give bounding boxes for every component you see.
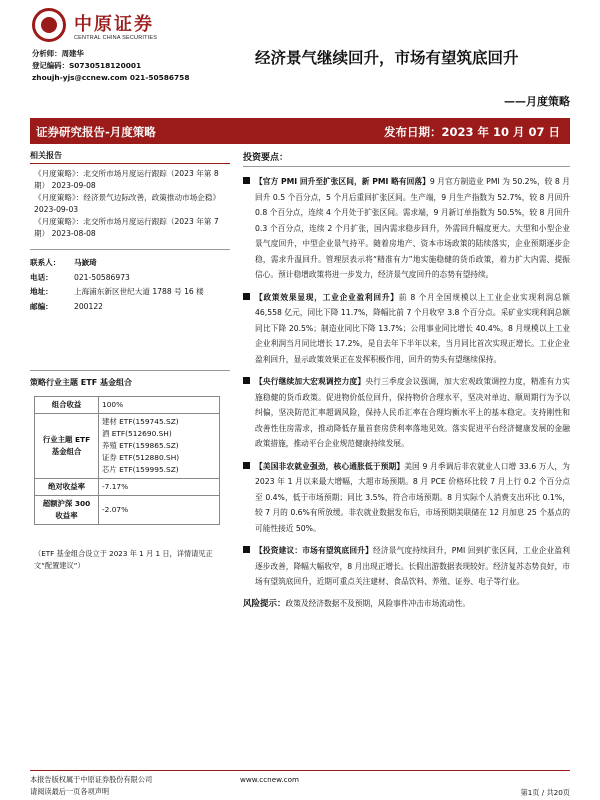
table-row <box>35 397 220 414</box>
point-paragraph <box>243 459 570 537</box>
risk-text: 政策及经济数据不及预期，风险事件冲击市场流动性。 <box>285 598 471 608</box>
footer-copyright: 本报告版权属于中原证券股份有限公司 <box>30 775 153 784</box>
etf-fund: 芯片 ETF(159995.SZ) <box>102 465 179 474</box>
table-row <box>35 414 220 479</box>
related-item[interactable]: 《月度策略》：北交所市场月度运行跟踪（2023 年第 7 期） 2023-08-08 <box>34 217 219 238</box>
point-text: 9 月官方制造业 PMI 为 50.2%，较 8 月回升 0.5 个百分点，5 个月后重回扩张区间。生产端，9 月生产指数为 52.7%，较 8 月回升 0.8 个百分点，连续 4 个月处于扩张区间。需求端，9 月新订单指数为 50.5%，较 8 月回升 0.3 个百分点，连续 2 个月扩张，国内需求稳步回升，外需回升幅度更大。大型和小型企业景气度回升，中型企业景气持平。随着房地产、资本市场政策的陆续落实，企业预期逐步企稳，需求升温回升。管理层表示将“精准有力”地实施稳健的货币政策，着力扩大内需、提振信心。预计稳增政策将进一步发力，经济景气度回升的态势有望持续。 <box>255 177 570 279</box>
zip-label: 邮编： <box>30 301 53 311</box>
page-footer <box>30 770 570 798</box>
footer-disclaimer-link[interactable]: 请阅读最后一页各项声明 <box>30 787 110 796</box>
square-bullet-icon <box>243 293 250 300</box>
point-text: 经济景气度持续回升，PMI 回到扩张区间，工业企业盈利逐步改善，降幅大幅收窄，8 月出现正增长。长假出游数据表现较好。经济复苏态势良好，市场有望筑底回升，近期可重点关注建材、食品饮料、养殖、证券、电子等行业。 <box>255 546 570 586</box>
point-paragraph <box>243 543 570 590</box>
phone-label: 电话： <box>30 272 53 282</box>
address-label: 地址： <box>30 287 53 296</box>
logo-mark-icon <box>32 8 66 42</box>
analyst-name: 周建华 <box>61 49 84 58</box>
table-row <box>35 479 220 496</box>
points-heading: 投资要点： <box>243 150 570 167</box>
point-text: 美国 9 月季调后非农就业人口增 33.6 万人，为 2023 年 1 月以来最大增幅，大超市场预期。8 月 PCE 价格环比较 7 月上行 0.2 个百分点至 0.4%，低于市场预期；同比 3.5%，符合市场预期。8 月实际个人消费支出环比 0.1%，较 7 月的 0.6%有所放缓。非农就业数据发布后，市场预期美联储在 12 月加息 25 个基点的可能性接近 50%。 <box>255 461 570 533</box>
point-paragraph <box>243 174 570 283</box>
analyst-label: 分析师： <box>32 49 62 58</box>
etf-return-value: 100% <box>99 397 220 414</box>
reg-code: S0730518120001 <box>68 61 142 70</box>
table-row <box>35 496 220 525</box>
point-paragraph <box>243 374 570 452</box>
related-item[interactable]: 《月度策略》：经济景气边际改善，政策推动市场企稳》 2023-09-03 <box>34 193 221 214</box>
square-bullet-icon <box>243 377 250 384</box>
etf-fund: 证券 ETF(512880.SH) <box>102 453 180 462</box>
zip-value: 200122 <box>74 301 103 311</box>
analyst-contact: zhoujh-yjs@ccnew.com 021-50586758 <box>32 73 190 82</box>
etf-abs-value: -7.17% <box>99 479 220 496</box>
footer-website[interactable]: www.ccnew.com <box>240 775 299 784</box>
etf-note: （ETF 基金组合设立于 2023 年 1 月 1 日，详情请见正文“配置建议”） <box>34 549 213 570</box>
etf-fund-list <box>99 414 220 479</box>
etf-fund: 养殖 ETF(159865.SZ) <box>102 441 179 450</box>
square-bullet-icon <box>243 462 250 469</box>
report-band <box>30 118 570 144</box>
reg-label: 登记编码： <box>32 61 69 70</box>
risk-note <box>243 597 570 611</box>
risk-label: 风险提示： <box>243 598 286 609</box>
footer-page-number: 第1页 / 共20页 <box>520 788 570 797</box>
square-bullet-icon <box>243 177 250 184</box>
etf-theme-label: 行业主题 ETF 基金组合 <box>35 414 99 479</box>
etf-return-label: 组合收益 <box>35 397 99 414</box>
company-logo <box>32 8 192 48</box>
right-column <box>243 150 570 611</box>
point-paragraph <box>243 290 570 368</box>
etf-fund: 酒 ETF(512690.SH) <box>102 429 172 438</box>
contact-person-label: 联系人： <box>30 258 61 267</box>
contact-block <box>30 249 230 314</box>
point-lead: 【美国非农就业强劲，核心通胀低于预期】 <box>255 461 405 471</box>
square-bullet-icon <box>243 546 250 553</box>
report-subtitle: ——月度策略 <box>504 95 570 108</box>
related-item[interactable]: 《月度策略》：北交所市场月度运行跟踪（2023 年第 8 期） 2023-09-08 <box>34 169 219 190</box>
etf-fund: 建材 ETF(159745.SZ) <box>102 417 179 426</box>
point-lead: 【官方 PMI 回升至扩张区间，新 PMI 略有回落】 <box>255 177 430 186</box>
etf-abs-label: 绝对收益率 <box>35 479 99 496</box>
point-lead: 【政策效果显现，工业企业盈利回升】 <box>255 292 399 302</box>
logo-name-en: CENTRAL CHINA SECURITIES <box>74 35 158 41</box>
phone-value: 021-50586973 <box>74 272 130 282</box>
author-block <box>32 48 232 84</box>
etf-excess-value: -2.07% <box>99 496 220 525</box>
address-value: 上海浦东新区世纪大道 1788 号 16 楼 <box>74 287 204 296</box>
related-list <box>30 168 230 240</box>
related-heading: 相关报告 <box>30 150 230 164</box>
contact-person: 马嶔琦 <box>74 258 97 267</box>
point-text: 前 8 个月全国规模以上工业企业实现利润总额 46,558 亿元，同比下降 11.7%，降幅比前 7 个月收窄 3.8 个百分点。采矿业实现利润总额同比下降 20.5%；制造业同比下降 13.7%；公用事业同比增长 40.4%。8 月规模以上工业企业利润当月同比增长 17.2%，是自去年下半年以来，当月同比首次实现正增长。工业企业盈利回升，显示政策效果正在发挥积极作用，回升的势头有望继续保持。 <box>255 292 570 364</box>
etf-excess-label: 超额沪深 300 收益率 <box>35 496 99 525</box>
point-lead: 【央行继续加大宏观调控力度】 <box>255 377 366 386</box>
report-title: 经济景气继续回升，市场有望筑底回升 <box>255 49 519 67</box>
left-column <box>30 150 230 314</box>
point-text: 央行三季度会议强调，加大宏观政策调控力度，精准有力实施稳健的货币政策。促进物价低位回升，保持物价合理水平，坚决对单边、顺周期行为予以纠偏，坚决防范汇率超调风险，保持人民币汇率在合理均衡水平上的基本稳定。支持刚性和改善性住房需求，推动降低存量首套房贷利率落地见效。落实促进平台经济健康发展的金融政策措施，推动平台企业规范健康持续发展。 <box>255 377 570 448</box>
point-lead: 【投资建议：市场有望筑底回升】 <box>255 546 374 555</box>
report-type: 证券研究报告-月度策略 <box>36 125 156 139</box>
etf-heading: 策略行业主题 ETF 基金组合 <box>30 370 230 388</box>
logo-name-cn: 中原证券 <box>74 14 154 35</box>
publish-date: 发布日期：2023 年 10 月 07 日 <box>383 125 560 139</box>
etf-table <box>34 396 220 525</box>
